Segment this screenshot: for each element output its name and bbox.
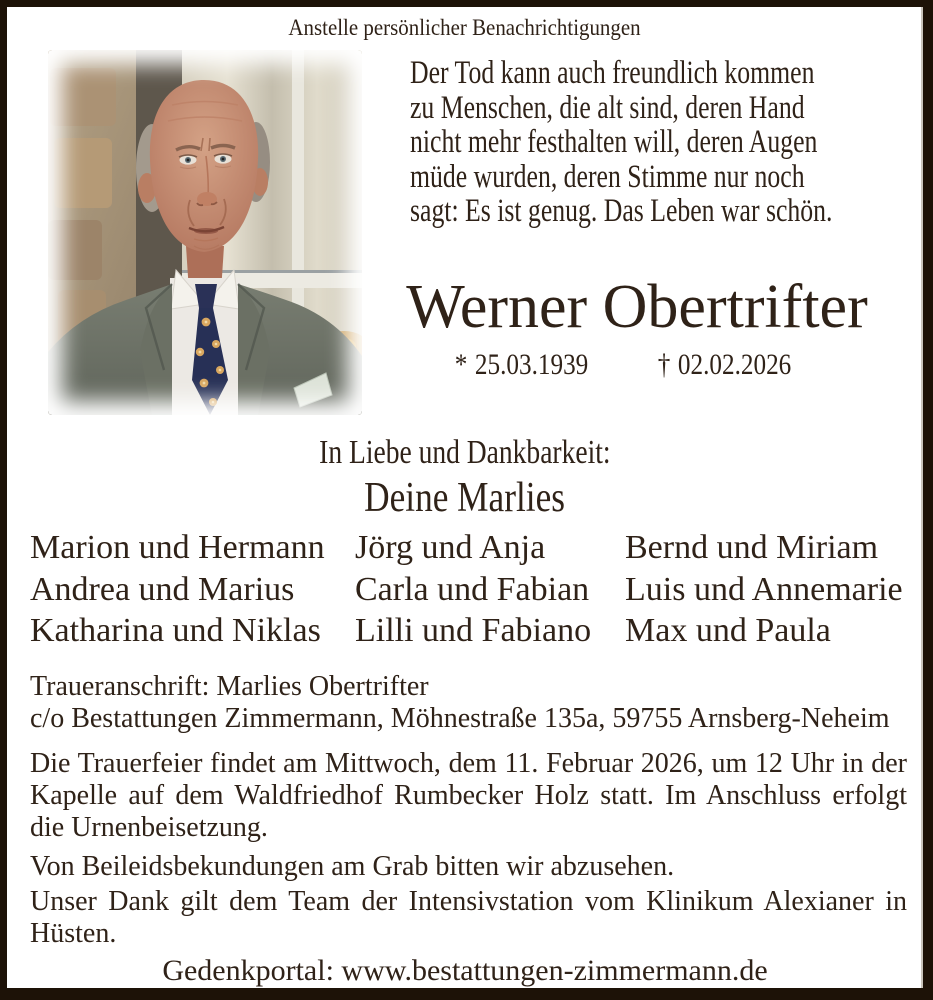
death-date: 02.02.2026 [677, 348, 792, 381]
primary-mourner: Deine Marlies [364, 475, 566, 521]
mourner-line: Max und Paula [625, 612, 831, 649]
tribute-intro-row [7, 433, 923, 473]
poem-line: sagt: Es ist genug. Das Leben war schön. [410, 193, 833, 230]
poem-line: zu Menschen, die alt sind, deren Hand [410, 89, 805, 126]
funeral-line: Die Trauerfeier findet am Mittwoch, dem 11. Februar 2026, um 12 Uhr in der [30, 748, 907, 779]
thanks-line: Unser Dank gilt dem Team der Intensivstation vom Klinikum Alexianer in [30, 886, 907, 917]
mourner-line: Katharina und Niklas [30, 612, 321, 649]
mourner-line: Marion und Hermann [30, 529, 325, 566]
header-notice: Anstelle persönlicher Benachrichtigungen [288, 15, 642, 40]
deceased-name: Werner Obertrifter [406, 273, 868, 341]
mourner-line: Andrea und Marius [30, 570, 295, 608]
portrait-photo [48, 50, 362, 415]
funeral-line: Kapelle auf dem Waldfriedhof Rumbecker Holz statt. Im Anschluss erfolgt [30, 780, 907, 811]
life-dates-row [383, 347, 863, 383]
photo-vignette [48, 50, 362, 415]
birth-date: 25.03.1939 [474, 348, 589, 381]
funeral-line: die Urnenbeisetzung. [30, 812, 268, 843]
address-line: c/o Bestattungen Zimmermann, Möhnestraße 135a, 59755 Arnsberg-Neheim [30, 703, 890, 734]
mourner-line: Carla und Fabian [355, 570, 590, 608]
memorial-portal-line: Gedenkportal: www.bestattungen-zimmermann.de [162, 954, 768, 987]
mourning-address [30, 671, 907, 735]
memorial-poem [410, 56, 832, 229]
poem-line: Der Tod kann auch freundlich kommen [410, 55, 815, 91]
mourner-line: Jörg und Anja [355, 529, 546, 566]
poem-line: müde wurden, deren Stimme nur noch [410, 158, 805, 195]
death-date-group [658, 347, 792, 383]
mourner-line: Luis und Annemarie [625, 570, 903, 608]
mourners-column-2 [355, 527, 591, 652]
mourners-column-1 [30, 527, 325, 652]
funeral-details [30, 748, 907, 844]
address-line: Traueranschrift: Marlies Obertrifter [30, 671, 429, 702]
death-cross-symbol: † [657, 348, 671, 381]
birth-star-symbol: * [454, 348, 468, 381]
condolence-note: Von Beileidsbekundungen am Grab bitten wir abzusehen. [30, 851, 675, 882]
mourner-line: Lilli und Fabiano [355, 612, 592, 649]
mourners-column-3 [625, 527, 903, 652]
thanks-note [30, 886, 907, 950]
birth-date-group [455, 347, 589, 383]
primary-mourner-row [7, 474, 923, 522]
poem-line: nicht mehr festhalten will, deren Augen [410, 124, 818, 161]
tribute-intro: In Liebe und Dankbarkeit: [319, 434, 611, 471]
mourner-line: Bernd und Miriam [625, 529, 879, 566]
thanks-line: Hüsten. [30, 918, 117, 949]
header-notice-row [7, 13, 923, 43]
